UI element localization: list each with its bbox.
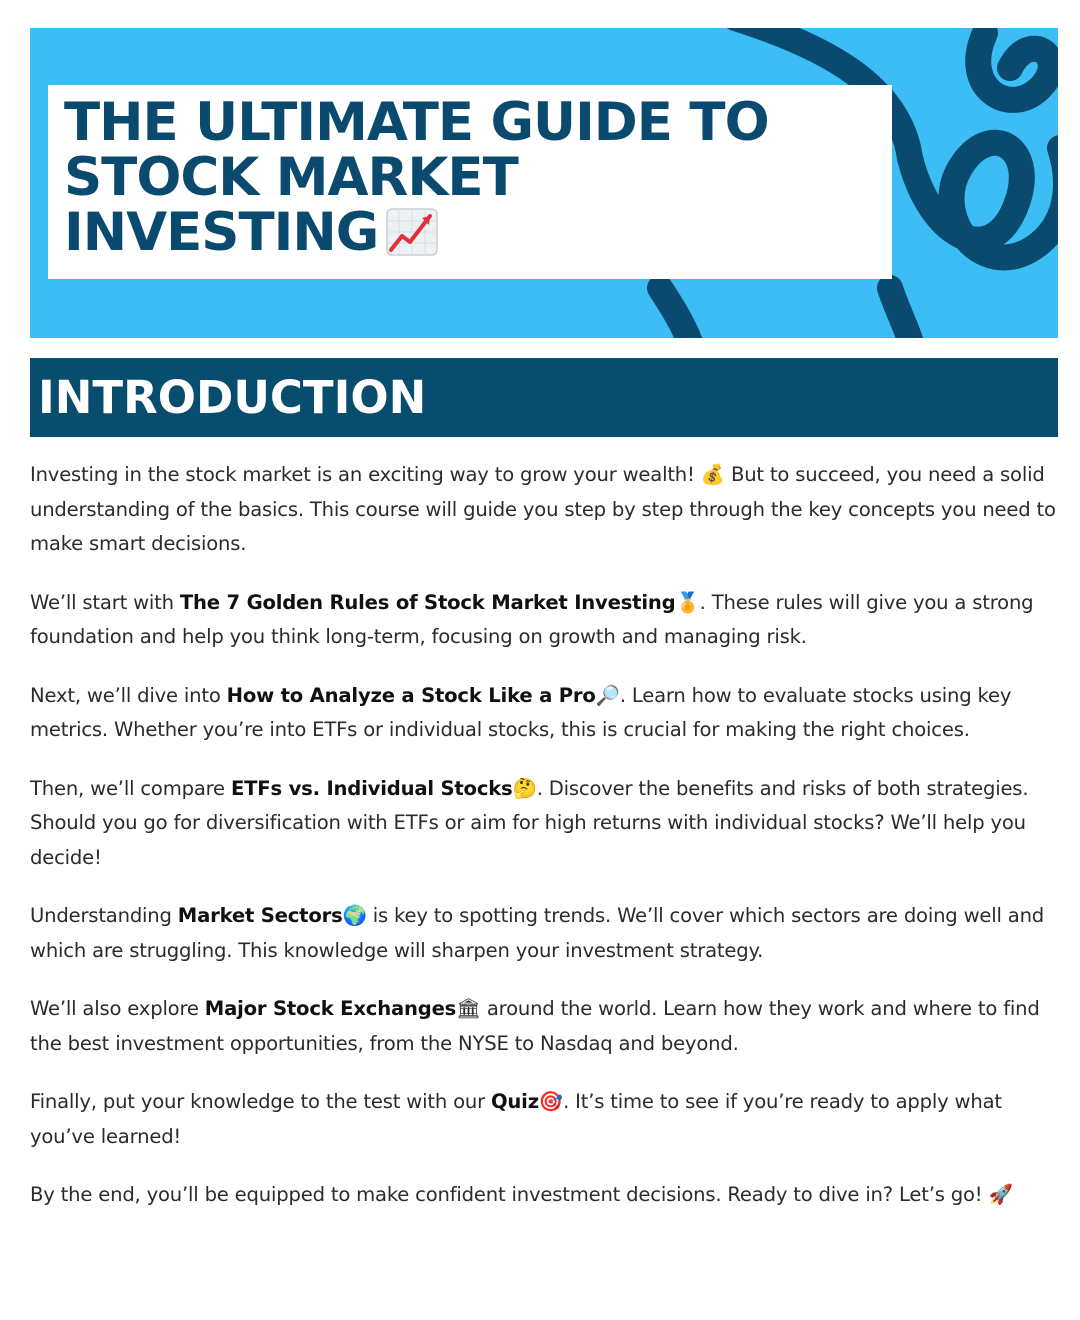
quiz-title: Quiz xyxy=(490,1090,539,1113)
intro-content xyxy=(30,458,1060,1237)
section-header-bar xyxy=(30,358,1058,437)
paragraph-golden-rules xyxy=(30,586,1060,655)
paragraph-text: By the end, you’ll be equipped to make confident investment decisions. Ready to dive in? Let’s go! xyxy=(30,1183,989,1206)
rocket-icon: 🚀 xyxy=(988,1183,1013,1206)
paragraph-exchanges xyxy=(30,992,1060,1061)
section-heading: INTRODUCTION xyxy=(38,371,427,424)
paragraph-text: around the world. Learn how they work and where to find the best investment opportunities, from the NYSE to Nasdaq and beyond. xyxy=(30,997,1040,1055)
paragraph-text: . It’s time to see if you’re ready to apply what you’ve learned! xyxy=(30,1090,1002,1148)
magnifier-icon: 🔎 xyxy=(595,683,620,707)
market-sectors-title: Market Sectors xyxy=(177,904,343,927)
target-icon: 🎯 xyxy=(538,1090,564,1113)
stock-exchanges-title: Major Stock Exchanges xyxy=(204,997,457,1020)
title-line-2: STOCK MARKET xyxy=(64,147,518,208)
paragraph-text: Investing in the stock market is an exciting way to grow your wealth! xyxy=(30,463,701,486)
paragraph-text: Next, we’ll dive into xyxy=(30,683,227,707)
etfs-title: ETFs vs. Individual Stocks xyxy=(230,776,513,800)
paragraph-closing xyxy=(30,1178,1060,1213)
paragraph-text: . Learn how to evaluate stocks using key metrics. Whether you’re into ETFs or individual stocks, this is crucial for making the right choices. xyxy=(30,683,1012,741)
paragraph-sectors xyxy=(30,899,1060,968)
thinking-face-icon: 🤔 xyxy=(512,776,537,800)
paragraph-text: Understanding xyxy=(30,904,178,927)
paragraph-etfs xyxy=(30,772,1060,876)
analyze-stock-title: How to Analyze a Stock Like a Pro xyxy=(226,683,596,707)
globe-icon: 🌍 xyxy=(342,904,367,927)
hero-banner xyxy=(30,28,1058,338)
paragraph-text: . These rules will give you a strong foundation and help you think long-term, focusing on growth and managing risk. xyxy=(30,590,1034,648)
title-line-3 xyxy=(64,202,876,263)
paragraph-text: We’ll start with xyxy=(30,590,180,614)
paragraph-text: Then, we’ll compare xyxy=(30,776,231,800)
paragraph-text: . Discover the benefits and risks of both strategies. Should you go for diversification with ETFs or aim for high returns with individual stocks? We’ll help you decide! xyxy=(30,776,1029,869)
paragraph-quiz xyxy=(30,1085,1060,1154)
medal-icon: 🏅 xyxy=(675,590,700,614)
title-card xyxy=(48,85,892,279)
classical-building-icon: 🏛 xyxy=(456,997,481,1020)
paragraph-analyze xyxy=(30,679,1060,748)
golden-rules-title: The 7 Golden Rules of Stock Market Investing xyxy=(179,590,676,614)
title-line-3-text: INVESTING xyxy=(64,202,379,263)
paragraph-text: But to succeed, you need a solid understanding of the basics. This course will guide you step by step through the key concepts you need to make smart decisions. xyxy=(30,463,1056,555)
paragraph-text: Finally, put your knowledge to the test with our xyxy=(30,1090,491,1113)
paragraph-text: We’ll also explore xyxy=(30,997,205,1020)
paragraph-text: is key to spotting trends. We’ll cover which sectors are doing well and which are struggling. This knowledge will sharpen your investment strategy. xyxy=(30,904,1045,962)
paragraph-intro xyxy=(30,458,1060,562)
money-bag-icon: 💰 xyxy=(700,463,725,486)
chart-increasing-icon xyxy=(386,208,438,256)
title-line-1: THE ULTIMATE GUIDE TO xyxy=(64,92,769,153)
